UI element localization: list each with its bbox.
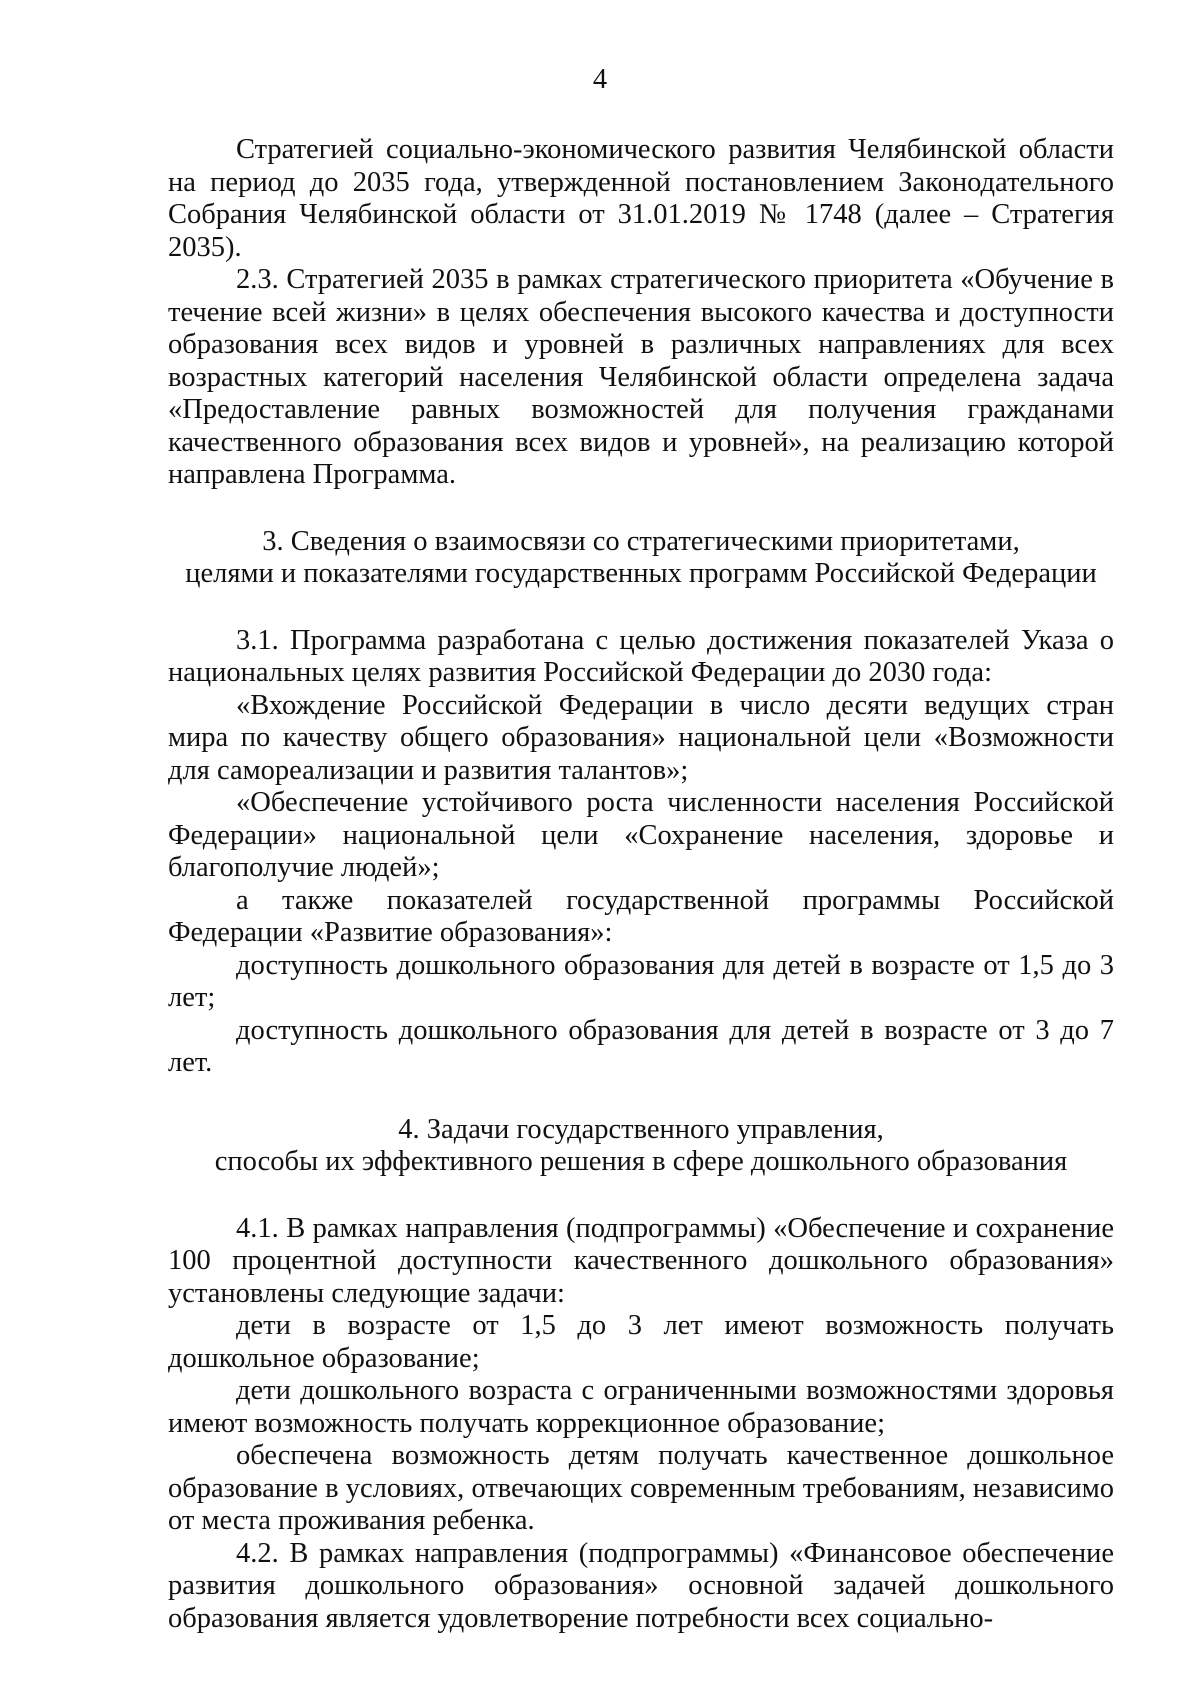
section-4-heading-line-1: 4. Задачи государственного управления, — [398, 1113, 884, 1145]
paragraph-national-goal-2: «Обеспечение устойчивого роста численности населения Российской Федерации» национальной цели «Сохранение населения, здоровье и благополучие людей»; — [168, 787, 1114, 883]
paragraph-4-1: 4.1. В рамках направления (подпрограммы) «Обеспечение и сохранение 100 процентной доступности качественного дошкольного образования» установлены следующие задачи: — [168, 1212, 1114, 1309]
spacer — [168, 1179, 1114, 1213]
paragraph-4-2: 4.2. В рамках направления (подпрограммы) «Финансовое обеспечение развития дошкольного образования» основной задачей дошкольного образования является удовлетворение потребности всех социально- — [168, 1537, 1114, 1634]
paragraph-indicator-2: доступность дошкольного образования для детей в возрасте от 3 до 7 лет. — [168, 1014, 1114, 1078]
paragraph-2-3: 2.3. Стратегией 2035 в рамках стратегического приоритета «Обучение в течение всей жизни» в целях обеспечения высокого качества и доступности образования всех видов и уровней в различных направлениях для всех возрастных категорий населения Челябинской области определена задача «Предоставление равных возможностей для получения гражданами качественного образования всех видов и уровней», на реализацию которой направлена Программа. — [168, 264, 1114, 490]
document-body — [168, 134, 1114, 1635]
paragraph-national-goal-1: «Вхождение Российской Федерации в число десяти ведущих стран мира по качеству общего образования» национальной цели «Возможности для самореализации и развития талантов»; — [168, 689, 1114, 786]
paragraph-3-1: 3.1. Программа разработана с целью достижения показателей Указа о национальных целях развития Российской Федерации до 2030 года: — [168, 624, 1114, 688]
paragraph-task-1: дети в возрасте от 1,5 до 3 лет имеют возможность получать дошкольное образование; — [168, 1310, 1114, 1374]
section-4-heading-line-2: способы их эффективного решения в сфере дошкольного образования — [214, 1146, 1068, 1177]
paragraph-indicator-1: доступность дошкольного образования для детей в возрасте от 1,5 до 3 лет; — [168, 949, 1114, 1013]
page-number: 4 — [592, 64, 608, 95]
spacer — [168, 1080, 1114, 1114]
spacer — [168, 492, 1114, 526]
paragraph-strategy-reference: Стратегией социально-экономического развития Челябинской области на период до 2035 года, утвержденной постановлением Законодательного Собрания Челябинской области от 31.01.2019 № 1748 (далее – Стратегия 2035). — [168, 134, 1114, 263]
spacer — [168, 591, 1114, 625]
paragraph-state-program: а также показателей государственной программы Российской Федерации «Развитие образования»: — [168, 884, 1114, 948]
section-3-heading-line-1: 3. Сведения о взаимосвязи со стратегическими приоритетами, — [262, 525, 1020, 557]
paragraph-task-2: дети дошкольного возраста с ограниченными возможностями здоровья имеют возможность получать коррекционное образование; — [168, 1375, 1114, 1439]
paragraph-task-3: обеспечена возможность детям получать качественное дошкольное образование в условиях, отвечающих современным требованиям, независимо от места проживания ребенка. — [168, 1440, 1114, 1536]
section-3-heading-line-2: целями и показателями государственных программ Российской Федерации — [185, 558, 1097, 589]
